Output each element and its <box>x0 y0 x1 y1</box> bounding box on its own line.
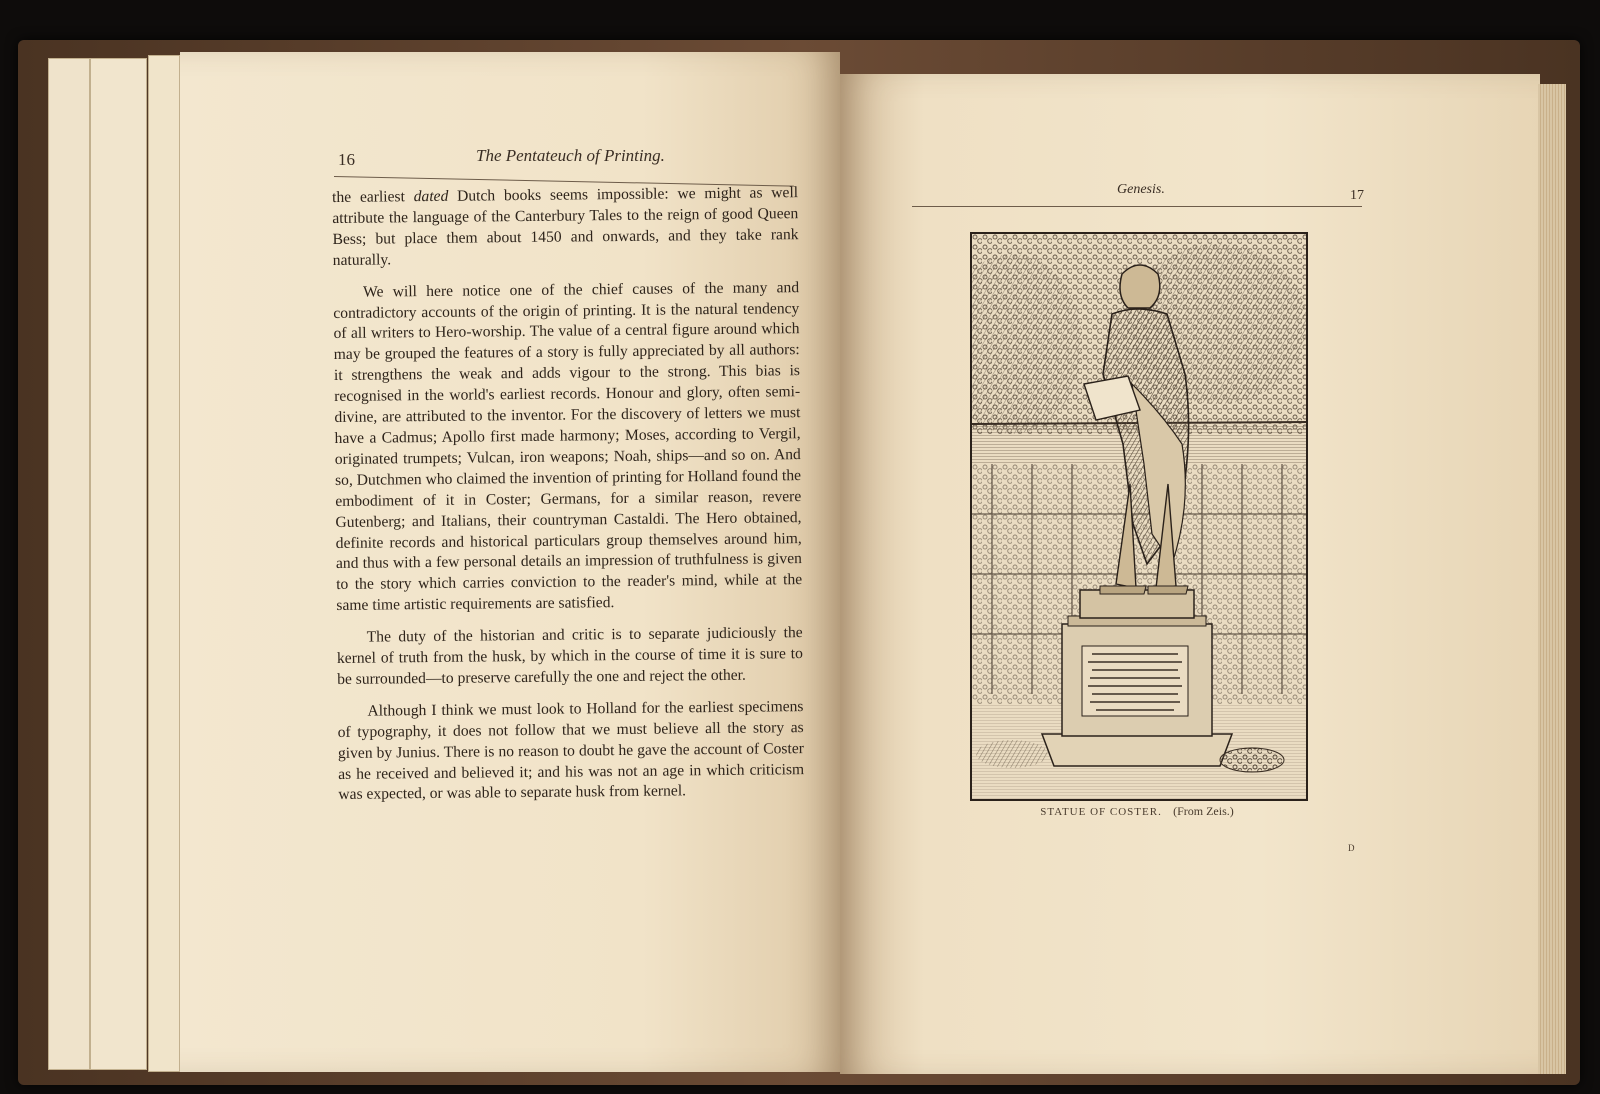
page-edges-left <box>90 58 147 1070</box>
engraving-illustration <box>972 234 1306 799</box>
page-edges-left <box>48 58 90 1070</box>
plate-caption <box>970 804 1304 819</box>
engraving-statue-of-coster <box>970 232 1308 801</box>
paragraph-4: Although I think we must look to Holland for the earliest specimens of typography, it does not follow that we must believe all the story as given by Junius. There is no reason to doubt he gave the account of Coster as he received and believed it; and his was not an age in which criticism was expected, or was able to separate husk from kernel. <box>337 697 805 804</box>
paragraph-2: We will here notice one of the chief causes of the many and contradictory accounts of the origin of printing. It is the natural tendency of all writers to Hero-worship. The value of a central figure around which may be grouped the features of a story is fully appreciated by all authors: it strengthens the weak and adds vigour to the strong. This bias is recognised in the world's earliest records. Honour and glory, often semi-divine, are attributed to the inventor. For the discovery of letters we must have a Cadmus; Apollo first made harmony; Moses, according to Vergil, originated trumpets; Vulcan, iron weapons; Noah, ships—and so on. And so, Dutchmen who claimed the invention of printing for Holland found the embodiment of it in Coster; Germans, for a similar reason, revere Gutenberg; and Italians, their countryman Castaldi. The Hero obtained, definite records and historical particulars group themselves around him, and thus with a few personal details an impression of truthfulness is given to the story which carries conviction to the reader's mind, while at the same time artistic requirements are satisfied. <box>333 278 803 615</box>
header-rule-right <box>912 206 1362 207</box>
page-edges-left <box>148 55 180 1072</box>
page-number-right: 17 <box>1350 188 1364 203</box>
running-head-right: Genesis. <box>1117 182 1165 197</box>
body-text <box>332 183 805 817</box>
paragraph-3: The duty of the historian and critic is to separate judiciously the kernel of truth from the husk, by which in the course of time it is sure to be surrounded—to preserve carefully the one and reject the other. <box>336 624 803 688</box>
caption-source: (From Zeis.) <box>1173 804 1234 818</box>
signature-mark: D <box>1348 843 1355 853</box>
page-number-left: 16 <box>338 150 355 169</box>
page-edges-right <box>1538 84 1566 1074</box>
running-head-left: The Pentateuch of Printing. <box>476 146 665 165</box>
caption-title: STATUE OF COSTER. <box>1040 806 1162 818</box>
paragraph-1: the earliest dated Dutch books seems impossible: we might as well attribute the language of the Canterbury Tales to the reign of good Queen Bess; but place them about 1450 and onwards, and they take rank naturally. <box>332 184 799 269</box>
